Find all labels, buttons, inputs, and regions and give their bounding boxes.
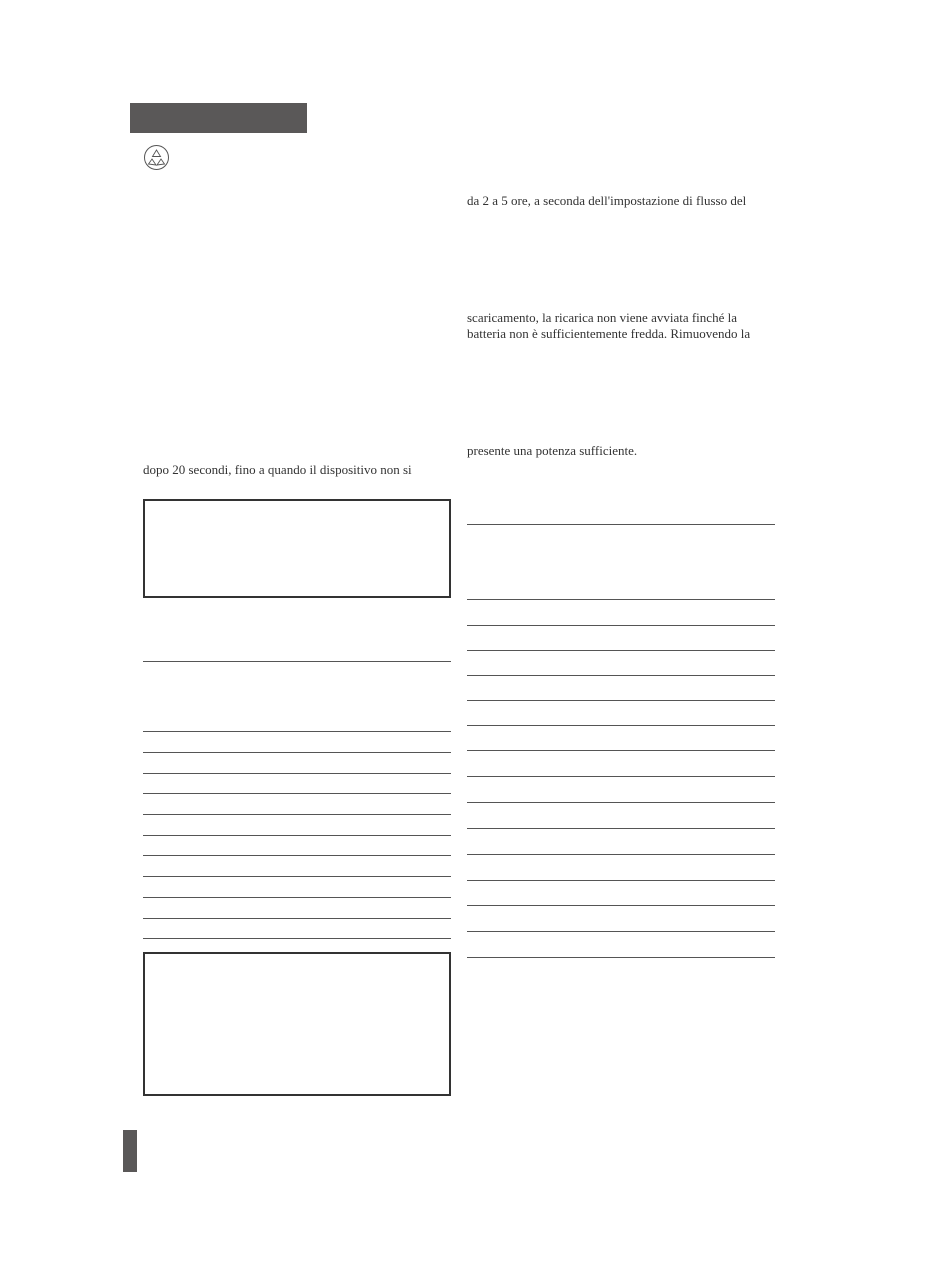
right-table-rule: [467, 957, 775, 958]
right-table-rule: [467, 650, 775, 651]
right-table-rule: [467, 625, 775, 626]
right-table-rule: [467, 675, 775, 676]
right-text-line-4: presente una potenza sufficiente.: [467, 443, 638, 458]
right-text-line-3: batteria non è sufficientemente fredda. Rimuovendo la: [467, 326, 751, 341]
right-table-rule: [467, 880, 775, 881]
left-table-rule: [143, 897, 451, 898]
left-table-rule: [143, 835, 451, 836]
right-table-rule: [467, 524, 775, 525]
page-edge-marker: [123, 1130, 137, 1172]
right-table-rule: [467, 599, 775, 600]
right-table-rule: [467, 700, 775, 701]
right-table-rule: [467, 854, 775, 855]
right-table-rule: [467, 931, 775, 932]
left-table-rule: [143, 773, 451, 774]
right-table-rule: [467, 828, 775, 829]
left-table-rule: [143, 731, 451, 732]
left-table-rule: [143, 661, 451, 662]
note-box-top: [143, 499, 451, 598]
left-table-rule: [143, 814, 451, 815]
right-text-line-2: scaricamento, la ricarica non viene avviata finché la: [467, 310, 737, 325]
left-text-line-1: dopo 20 secondi, fino a quando il dispositivo non si: [143, 462, 412, 477]
recycle-icon: [143, 144, 170, 171]
right-table-rule: [467, 725, 775, 726]
right-table-rule: [467, 802, 775, 803]
right-text-line-1: da 2 a 5 ore, a seconda dell'impostazione di flusso del: [467, 193, 747, 208]
left-table-rule: [143, 938, 451, 939]
left-table-rule: [143, 855, 451, 856]
section-header-bar: [130, 103, 307, 133]
right-table-rule: [467, 905, 775, 906]
left-table-rule: [143, 752, 451, 753]
left-table-rule: [143, 793, 451, 794]
left-table-rule: [143, 876, 451, 877]
right-table-rule: [467, 776, 775, 777]
note-box-bottom: [143, 952, 451, 1096]
left-table-rule: [143, 918, 451, 919]
right-table-rule: [467, 750, 775, 751]
